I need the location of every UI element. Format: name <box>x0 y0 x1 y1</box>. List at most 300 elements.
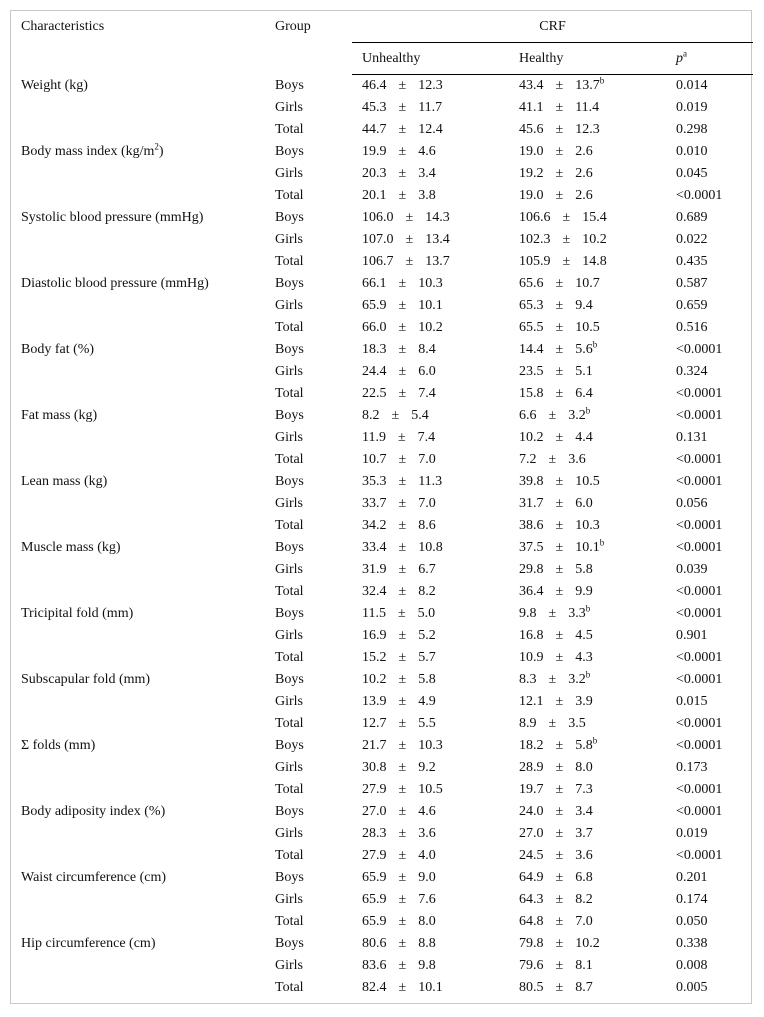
characteristic-cell <box>11 691 275 713</box>
healthy-cell-sd: 3.2 <box>568 672 586 687</box>
plus-minus-symbol: ± <box>562 232 571 247</box>
healthy-cell <box>519 845 676 867</box>
characteristic-cell <box>11 537 275 559</box>
header-p-letter: p <box>676 50 683 66</box>
unhealthy-cell <box>352 515 519 537</box>
characteristic-cell <box>11 889 275 911</box>
characteristic-cell <box>11 955 275 977</box>
characteristic-label: Body mass index (kg/m <box>21 144 155 159</box>
unhealthy-cell-mean: 20.3 <box>362 166 387 181</box>
healthy-cell-mean: 65.6 <box>519 276 544 291</box>
plus-minus-symbol: ± <box>405 210 414 225</box>
unhealthy-cell-mean: 65.9 <box>362 298 387 313</box>
unhealthy-cell-sd: 3.8 <box>418 188 436 203</box>
p-value-cell: 0.174 <box>676 892 708 907</box>
healthy-cell-sd: 5.8 <box>575 738 593 753</box>
unhealthy-cell-sd: 9.2 <box>418 760 436 775</box>
table-row <box>11 757 753 779</box>
plus-minus-symbol: ± <box>555 364 564 379</box>
plus-minus-symbol: ± <box>555 650 564 665</box>
healthy-cell <box>519 977 676 999</box>
group-cell: Total <box>275 386 304 401</box>
p-value-cell: <0.0001 <box>676 584 723 599</box>
table-row <box>11 75 753 98</box>
header-row-top <box>11 11 753 43</box>
characteristic-cell <box>11 97 275 119</box>
group-cell: Total <box>275 122 304 137</box>
unhealthy-cell-mean: 66.1 <box>362 276 387 291</box>
unhealthy-cell-sd: 6.0 <box>418 364 436 379</box>
plus-minus-symbol: ± <box>555 804 564 819</box>
header-p-sup: a <box>683 47 687 58</box>
healthy-cell-sd: 13.7 <box>575 78 600 93</box>
healthy-cell-mean: 12.1 <box>519 694 544 709</box>
healthy-cell-mean: 106.6 <box>519 210 551 225</box>
characteristic-cell <box>11 163 275 185</box>
unhealthy-cell <box>352 251 519 273</box>
characteristic-cell <box>11 427 275 449</box>
healthy-cell-sd: 4.3 <box>575 650 593 665</box>
table-frame <box>10 10 752 1004</box>
healthy-cell-mean: 65.5 <box>519 320 544 335</box>
healthy-cell <box>519 229 676 251</box>
plus-minus-symbol: ± <box>398 782 407 797</box>
characteristic-cell <box>11 845 275 867</box>
unhealthy-cell-mean: 32.4 <box>362 584 387 599</box>
healthy-cell-sd: 9.4 <box>575 298 593 313</box>
healthy-cell-sd: 4.4 <box>575 430 593 445</box>
group-cell: Total <box>275 320 304 335</box>
plus-minus-symbol: ± <box>555 848 564 863</box>
plus-minus-symbol: ± <box>398 540 407 555</box>
plus-minus-symbol: ± <box>398 584 407 599</box>
healthy-cell-mean: 79.8 <box>519 936 544 951</box>
group-cell: Girls <box>275 694 303 709</box>
group-cell: Total <box>275 782 304 797</box>
healthy-cell <box>519 867 676 889</box>
unhealthy-cell <box>352 735 519 757</box>
unhealthy-cell-sd: 8.0 <box>418 914 436 929</box>
unhealthy-cell-mean: 10.2 <box>362 672 387 687</box>
characteristic-label-sup: 2 <box>154 141 159 152</box>
group-cell: Boys <box>275 672 304 687</box>
healthy-cell-sd: 14.8 <box>582 254 607 269</box>
plus-minus-symbol: ± <box>398 716 407 731</box>
unhealthy-cell-mean: 65.9 <box>362 892 387 907</box>
unhealthy-cell-mean: 27.9 <box>362 848 387 863</box>
healthy-cell <box>519 823 676 845</box>
p-value-cell: <0.0001 <box>676 518 723 533</box>
table-body <box>11 75 753 1000</box>
unhealthy-cell-mean: 33.7 <box>362 496 387 511</box>
p-value-cell: <0.0001 <box>676 716 723 731</box>
unhealthy-cell-mean: 27.9 <box>362 782 387 797</box>
plus-minus-symbol: ± <box>555 958 564 973</box>
group-cell: Girls <box>275 496 303 511</box>
healthy-cell-sd: 10.1 <box>575 540 600 555</box>
unhealthy-cell-sd: 11.7 <box>418 100 443 115</box>
healthy-cell-mean: 36.4 <box>519 584 544 599</box>
unhealthy-cell-sd: 3.6 <box>418 826 436 841</box>
unhealthy-cell-sd: 9.8 <box>418 958 436 973</box>
unhealthy-cell-sd: 10.5 <box>418 782 443 797</box>
unhealthy-cell-sd: 5.7 <box>418 650 436 665</box>
characteristic-cell <box>11 867 275 889</box>
table-row <box>11 273 753 295</box>
table-row <box>11 537 753 559</box>
healthy-cell-mean: 80.5 <box>519 980 544 995</box>
unhealthy-cell-sd: 4.6 <box>418 144 436 159</box>
table-row <box>11 405 753 427</box>
plus-minus-symbol: ± <box>397 430 406 445</box>
unhealthy-cell-sd: 4.9 <box>418 694 436 709</box>
plus-minus-symbol: ± <box>555 870 564 885</box>
unhealthy-cell-sd: 10.3 <box>418 738 443 753</box>
unhealthy-cell-sd: 10.2 <box>418 320 443 335</box>
p-value-cell: <0.0001 <box>676 606 723 621</box>
plus-minus-symbol: ± <box>405 254 414 269</box>
healthy-cell-sd: 15.4 <box>582 210 607 225</box>
unhealthy-cell-sd: 11.3 <box>418 474 443 489</box>
unhealthy-cell-mean: 65.9 <box>362 870 387 885</box>
healthy-cell-mean: 29.8 <box>519 562 544 577</box>
group-cell: Boys <box>275 342 304 357</box>
group-cell: Total <box>275 518 304 533</box>
group-cell: Total <box>275 584 304 599</box>
unhealthy-cell-sd: 8.8 <box>418 936 436 951</box>
plus-minus-symbol: ± <box>555 892 564 907</box>
healthy-cell-mean: 7.2 <box>519 452 537 467</box>
healthy-cell-sd: 6.0 <box>575 496 593 511</box>
p-value-cell: 0.587 <box>676 276 708 291</box>
plus-minus-symbol: ± <box>555 562 564 577</box>
characteristic-cell <box>11 515 275 537</box>
group-cell: Boys <box>275 77 304 93</box>
unhealthy-cell-mean: 20.1 <box>362 188 387 203</box>
group-cell: Girls <box>275 760 303 775</box>
plus-minus-symbol: ± <box>555 320 564 335</box>
healthy-cell-sd: 6.4 <box>575 386 593 401</box>
p-value-cell: <0.0001 <box>676 738 723 753</box>
table-row <box>11 515 753 537</box>
group-cell: Boys <box>275 804 304 819</box>
plus-minus-symbol: ± <box>548 452 557 467</box>
p-value-cell: 0.019 <box>676 100 708 115</box>
unhealthy-cell <box>352 405 519 427</box>
plus-minus-symbol: ± <box>398 958 407 973</box>
healthy-cell <box>519 471 676 493</box>
plus-minus-symbol: ± <box>555 430 564 445</box>
unhealthy-cell <box>352 229 519 251</box>
table-row <box>11 163 753 185</box>
unhealthy-cell-mean: 107.0 <box>362 232 394 247</box>
footnote-b-sup: b <box>592 735 598 746</box>
unhealthy-cell <box>352 427 519 449</box>
group-cell: Girls <box>275 958 303 973</box>
group-cell: Girls <box>275 298 303 313</box>
unhealthy-cell <box>352 647 519 669</box>
p-value-cell: <0.0001 <box>676 804 723 819</box>
table-row <box>11 603 753 625</box>
plus-minus-symbol: ± <box>555 496 564 511</box>
unhealthy-cell <box>352 317 519 339</box>
characteristics-table <box>11 11 753 999</box>
p-value-cell: 0.901 <box>676 628 708 643</box>
unhealthy-cell <box>352 75 519 98</box>
plus-minus-symbol: ± <box>548 672 557 687</box>
healthy-cell <box>519 493 676 515</box>
healthy-cell <box>519 75 676 98</box>
p-value-cell: 0.435 <box>676 254 708 269</box>
unhealthy-cell-sd: 4.0 <box>418 848 436 863</box>
healthy-cell <box>519 889 676 911</box>
unhealthy-cell <box>352 163 519 185</box>
table-row <box>11 295 753 317</box>
plus-minus-symbol: ± <box>562 254 571 269</box>
p-value-cell: 0.015 <box>676 694 708 709</box>
plus-minus-symbol: ± <box>555 474 564 489</box>
healthy-cell <box>519 581 676 603</box>
healthy-cell-mean: 15.8 <box>519 386 544 401</box>
plus-minus-symbol: ± <box>555 694 564 709</box>
table-row <box>11 251 753 273</box>
characteristic-cell <box>11 383 275 405</box>
unhealthy-cell-sd: 10.1 <box>418 980 443 995</box>
characteristic-cell <box>11 669 275 691</box>
footnote-b-sup: b <box>585 603 591 614</box>
p-value-cell: 0.019 <box>676 826 708 841</box>
unhealthy-cell <box>352 955 519 977</box>
plus-minus-symbol: ± <box>555 188 564 203</box>
group-cell: Girls <box>275 628 303 643</box>
header-unhealthy: Unhealthy <box>352 43 519 75</box>
plus-minus-symbol: ± <box>555 386 564 401</box>
healthy-cell <box>519 603 676 625</box>
healthy-cell-sd: 3.7 <box>575 826 593 841</box>
characteristic-cell <box>11 933 275 955</box>
unhealthy-cell-mean: 10.7 <box>362 452 387 467</box>
healthy-cell-sd: 5.1 <box>575 364 593 379</box>
unhealthy-cell-sd: 10.3 <box>418 276 443 291</box>
unhealthy-cell-mean: 44.7 <box>362 122 387 137</box>
healthy-cell <box>519 449 676 471</box>
characteristic-label: Systolic blood pressure (mmHg) <box>21 210 204 225</box>
plus-minus-symbol: ± <box>398 562 407 577</box>
group-cell: Girls <box>275 232 303 247</box>
healthy-cell-sd: 12.3 <box>575 122 600 137</box>
p-value-cell: 0.689 <box>676 210 708 225</box>
characteristic-cell <box>11 581 275 603</box>
unhealthy-cell <box>352 141 519 163</box>
plus-minus-symbol: ± <box>398 386 407 401</box>
plus-minus-symbol: ± <box>555 144 564 159</box>
unhealthy-cell <box>352 977 519 999</box>
characteristic-cell <box>11 449 275 471</box>
plus-minus-symbol: ± <box>555 342 564 357</box>
characteristic-cell <box>11 823 275 845</box>
p-value-cell: 0.014 <box>676 78 708 93</box>
unhealthy-cell-mean: 22.5 <box>362 386 387 401</box>
healthy-cell-mean: 19.0 <box>519 144 544 159</box>
plus-minus-symbol: ± <box>555 540 564 555</box>
healthy-cell <box>519 713 676 735</box>
unhealthy-cell-mean: 34.2 <box>362 518 387 533</box>
p-value-cell: 0.010 <box>676 144 708 159</box>
unhealthy-cell-sd: 9.0 <box>418 870 436 885</box>
plus-minus-symbol: ± <box>398 694 407 709</box>
unhealthy-cell-sd: 5.0 <box>417 606 436 621</box>
characteristic-label-end: ) <box>158 144 164 159</box>
table-row <box>11 845 753 867</box>
p-value-cell: <0.0001 <box>676 188 723 203</box>
p-value-cell: <0.0001 <box>676 474 723 489</box>
table-row <box>11 735 753 757</box>
healthy-cell-sd: 3.9 <box>575 694 593 709</box>
unhealthy-cell-sd: 12.4 <box>418 122 443 137</box>
healthy-cell <box>519 185 676 207</box>
unhealthy-cell-sd: 5.2 <box>418 628 436 643</box>
healthy-cell-mean: 24.0 <box>519 804 544 819</box>
characteristic-label: Σ folds (mm) <box>21 738 96 753</box>
p-value-cell: 0.039 <box>676 562 708 577</box>
characteristic-cell <box>11 207 275 229</box>
footnote-b-sup: b <box>599 537 605 548</box>
characteristic-cell <box>11 273 275 295</box>
plus-minus-symbol: ± <box>398 144 407 159</box>
plus-minus-symbol: ± <box>398 320 407 335</box>
characteristic-cell <box>11 471 275 493</box>
plus-minus-symbol: ± <box>398 914 407 929</box>
unhealthy-cell-mean: 11.9 <box>362 430 386 445</box>
unhealthy-cell-sd: 4.6 <box>418 804 436 819</box>
group-cell: Girls <box>275 100 303 115</box>
unhealthy-cell <box>352 757 519 779</box>
plus-minus-symbol: ± <box>398 298 407 313</box>
characteristic-cell <box>11 559 275 581</box>
characteristic-cell <box>11 119 275 141</box>
table-row <box>11 383 753 405</box>
p-value-cell: <0.0001 <box>676 672 723 687</box>
unhealthy-cell-mean: 35.3 <box>362 474 387 489</box>
plus-minus-symbol: ± <box>555 914 564 929</box>
characteristic-cell <box>11 911 275 933</box>
p-value-cell: 0.338 <box>676 936 708 951</box>
unhealthy-cell-sd: 7.4 <box>418 386 436 401</box>
p-value-cell: <0.0001 <box>676 452 723 467</box>
healthy-cell-mean: 45.6 <box>519 122 544 137</box>
healthy-cell <box>519 163 676 185</box>
p-value-cell: 0.298 <box>676 122 708 137</box>
healthy-cell-sd: 11.4 <box>575 100 600 115</box>
plus-minus-symbol: ± <box>555 78 564 93</box>
table-row <box>11 141 753 163</box>
table-row <box>11 119 753 141</box>
unhealthy-cell-sd: 8.2 <box>418 584 436 599</box>
unhealthy-cell <box>352 295 519 317</box>
unhealthy-cell-mean: 11.5 <box>362 606 386 621</box>
group-cell: Boys <box>275 936 304 951</box>
table-row <box>11 449 753 471</box>
healthy-cell <box>519 669 676 691</box>
healthy-cell-sd: 3.4 <box>575 804 593 819</box>
group-cell: Total <box>275 848 304 863</box>
group-cell: Total <box>275 188 304 203</box>
unhealthy-cell-sd: 5.5 <box>418 716 436 731</box>
healthy-cell-mean: 19.7 <box>519 782 544 797</box>
characteristic-cell <box>11 735 275 757</box>
plus-minus-symbol: ± <box>398 804 407 819</box>
unhealthy-cell <box>352 581 519 603</box>
healthy-cell-mean: 23.5 <box>519 364 544 379</box>
healthy-cell-mean: 8.9 <box>519 716 537 731</box>
plus-minus-symbol: ± <box>398 342 407 357</box>
table-row <box>11 317 753 339</box>
healthy-cell-mean: 39.8 <box>519 474 544 489</box>
healthy-cell-mean: 43.4 <box>519 78 544 93</box>
table-row <box>11 471 753 493</box>
healthy-cell-mean: 6.6 <box>519 408 537 423</box>
healthy-cell-mean: 28.9 <box>519 760 544 775</box>
header-crf: CRF <box>352 11 753 43</box>
healthy-cell-sd: 10.5 <box>575 320 600 335</box>
group-cell: Total <box>275 650 304 665</box>
table-row <box>11 713 753 735</box>
characteristic-cell <box>11 493 275 515</box>
characteristic-cell <box>11 295 275 317</box>
healthy-cell-sd: 3.5 <box>568 716 586 731</box>
unhealthy-cell-mean: 33.4 <box>362 540 387 555</box>
characteristic-cell <box>11 757 275 779</box>
unhealthy-cell-mean: 45.3 <box>362 100 387 115</box>
unhealthy-cell-mean: 106.7 <box>362 254 394 269</box>
group-cell: Boys <box>275 144 304 159</box>
healthy-cell-mean: 16.8 <box>519 628 544 643</box>
plus-minus-symbol: ± <box>398 100 407 115</box>
unhealthy-cell-mean: 21.7 <box>362 738 387 753</box>
footnote-b-sup: b <box>599 75 605 86</box>
healthy-cell <box>519 119 676 141</box>
plus-minus-symbol: ± <box>398 738 407 753</box>
plus-minus-symbol: ± <box>555 518 564 533</box>
healthy-cell <box>519 537 676 559</box>
unhealthy-cell-mean: 12.7 <box>362 716 387 731</box>
healthy-cell <box>519 955 676 977</box>
unhealthy-cell-mean: 66.0 <box>362 320 387 335</box>
group-cell: Boys <box>275 408 304 423</box>
healthy-cell-sd: 5.8 <box>575 562 593 577</box>
characteristic-cell <box>11 603 275 625</box>
characteristic-cell <box>11 405 275 427</box>
unhealthy-cell-mean: 27.0 <box>362 804 387 819</box>
healthy-cell-sd: 7.0 <box>575 914 593 929</box>
unhealthy-cell-sd: 13.4 <box>425 232 450 247</box>
plus-minus-symbol: ± <box>398 78 407 93</box>
healthy-cell <box>519 735 676 757</box>
unhealthy-cell-mean: 31.9 <box>362 562 387 577</box>
healthy-cell-mean: 38.6 <box>519 518 544 533</box>
group-cell: Total <box>275 914 304 929</box>
plus-minus-symbol: ± <box>555 760 564 775</box>
unhealthy-cell <box>352 449 519 471</box>
unhealthy-cell <box>352 845 519 867</box>
unhealthy-cell-sd: 7.4 <box>417 430 436 445</box>
healthy-cell-sd: 10.7 <box>575 276 600 291</box>
characteristic-cell <box>11 251 275 273</box>
unhealthy-cell-mean: 8.2 <box>362 408 380 423</box>
healthy-cell-sd: 10.5 <box>575 474 600 489</box>
characteristic-label: Body fat (%) <box>21 342 95 357</box>
unhealthy-cell-mean: 16.9 <box>362 628 387 643</box>
